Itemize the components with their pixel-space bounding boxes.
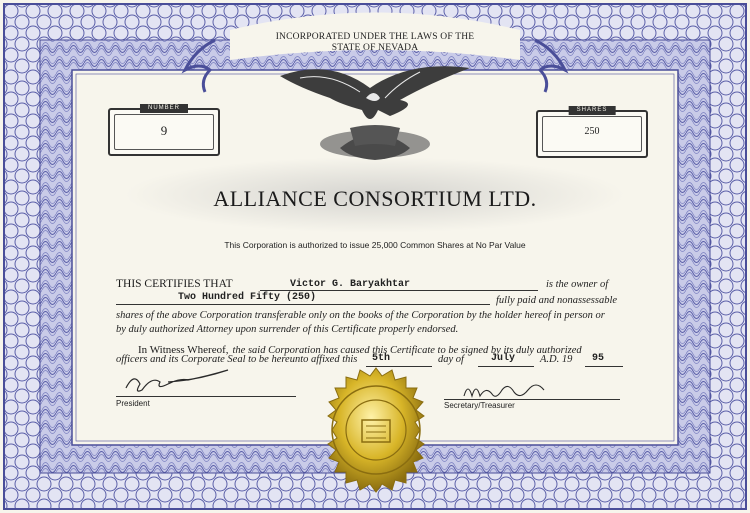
- issue-year: 95: [592, 353, 605, 364]
- secretary-label: Secretary/Treasurer: [444, 401, 515, 410]
- witness-line-2: officers and its Corporate Seal to be hereunto affixed this: [116, 354, 358, 365]
- authorized-shares-text: This Corporation is authorized to issue 25,000 Common Shares at No Par Value: [224, 240, 526, 250]
- day-of-label: day of: [438, 354, 464, 365]
- certifies-lead: THIS CERTIFIES THAT: [116, 278, 233, 290]
- corporate-seal-icon: [312, 366, 440, 494]
- certificate-number: 9: [160, 123, 168, 138]
- number-label: NUMBER: [140, 104, 188, 113]
- issue-day: 5th: [372, 353, 391, 364]
- shares-count: 250: [584, 126, 600, 137]
- witness-text: the said Corporation has caused this Certificate to be signed by its duly authorized: [232, 345, 582, 356]
- president-label: President: [116, 399, 150, 408]
- certificate-number-box: [108, 105, 220, 156]
- eagle-icon: [270, 58, 480, 166]
- company-name: ALLIANCE CONSORTIUM LTD.: [213, 186, 537, 211]
- owner-suffix: is the owner of: [546, 279, 609, 290]
- owner-name: Victor G. Baryakhtar: [290, 279, 411, 290]
- incorporation-line-2: STATE OF NEVADA: [331, 43, 419, 53]
- shares-count-box: [536, 107, 648, 158]
- surrender-clause: by duly authorized Attorney upon surrender of this Certificate properly endorsed.: [116, 324, 459, 335]
- issue-month: July: [491, 353, 516, 364]
- ad-label: A.D. 19: [540, 354, 573, 365]
- shares-written: Two Hundred Fifty (250): [178, 292, 317, 303]
- president-signature: [116, 368, 246, 398]
- witness-lead: In Witness Whereof,: [138, 344, 229, 356]
- incorporation-line-1: INCORPORATED UNDER THE LAWS OF THE: [275, 32, 475, 42]
- shares-suffix: fully paid and nonassessable: [496, 295, 618, 306]
- transfer-clause: shares of the above Corporation transferable only on the books of the Corporation by the holder hereof in person or: [116, 310, 605, 321]
- shares-label: SHARES: [569, 106, 616, 115]
- incorporation-statement: [260, 32, 490, 54]
